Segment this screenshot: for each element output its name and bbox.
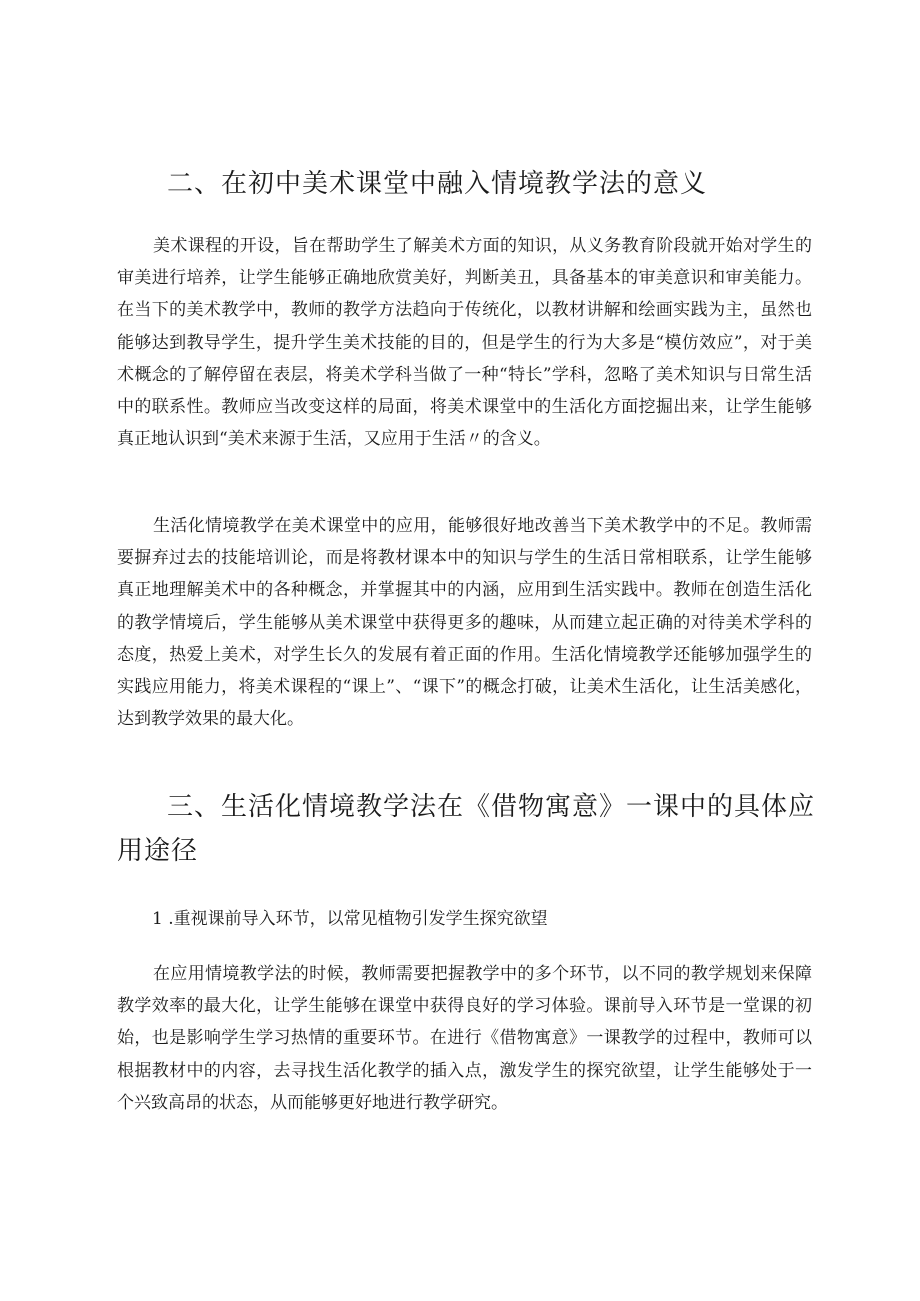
section-2-heading: 二、在初中美术课堂中融入情境教学法的意义	[167, 169, 708, 199]
section-2-paragraph-1: 美术课程的开设，旨在帮助学生了解美术方面的知识，从义务教育阶段就开始对学生的审美进行培养，让学生能够正确地欣赏美好，判断美丑，具备基本的审美意识和审美能力。在当下的美术教学中，教师的教学方法趋向于传统化，以教材讲解和绘画实践为主，虽然也能够达到教导学生，提升学生美术技能的目的，但是学生的行为大多是“模仿效应”，对于美术概念的了解停留在表层，将美术学科当做了一种“特长”学科，忽略了美术知识与日常生活中的联系性。教师应当改变这样的局面，将美术课堂中的生活化方面挖掘出来，让学生能够真正地认识到“美术来源于生活，又应用于生活〃的含义。	[117, 236, 812, 450]
section-3-subheading-1: 1 .重视课前导入环节，以常见植物引发学生探究欲望	[152, 909, 548, 929]
section-3-heading: 三、生活化情境教学法在《借物寓意》一课中的具体应用途径	[117, 792, 816, 866]
section-3-paragraph-1: 在应用情境教学法的时候，教师需要把握教学中的多个环节，以不同的教学规划来保障教学效率的最大化，让学生能够在课堂中获得良好的学习体验。课前导入环节是一堂课的初始，也是影响学生学习热情的重要环节。在进行《借物寓意》一课教学的过程中，教师可以根据教材中的内容，去寻找生活化教学的插入点，激发学生的探究欲望，让学生能够处于一个兴致高昂的状态，从而能够更好地进行教学研究。	[117, 964, 812, 1113]
section-2-paragraph-2: 生活化情境教学在美术课堂中的应用，能够很好地改善当下美术教学中的不足。教师需要摒弃过去的技能培训论，而是将教材课本中的知识与学生的生活日常相联系，让学生能够真正地理解美术中的各种概念，并掌握其中的内涵，应用到生活实践中。教师在创造生活化的教学情境后，学生能够从美术课堂中获得更多的趣味，从而建立起正确的对待美术学科的态度，热爱上美术，对学生长久的发展有着正面的作用。生活化情境教学还能够加强学生的实践应用能力，将美术课程的“课上”、“课下”的概念打破，让美术生活化，让生活美感化，达到教学效果的最大化。	[117, 516, 812, 730]
